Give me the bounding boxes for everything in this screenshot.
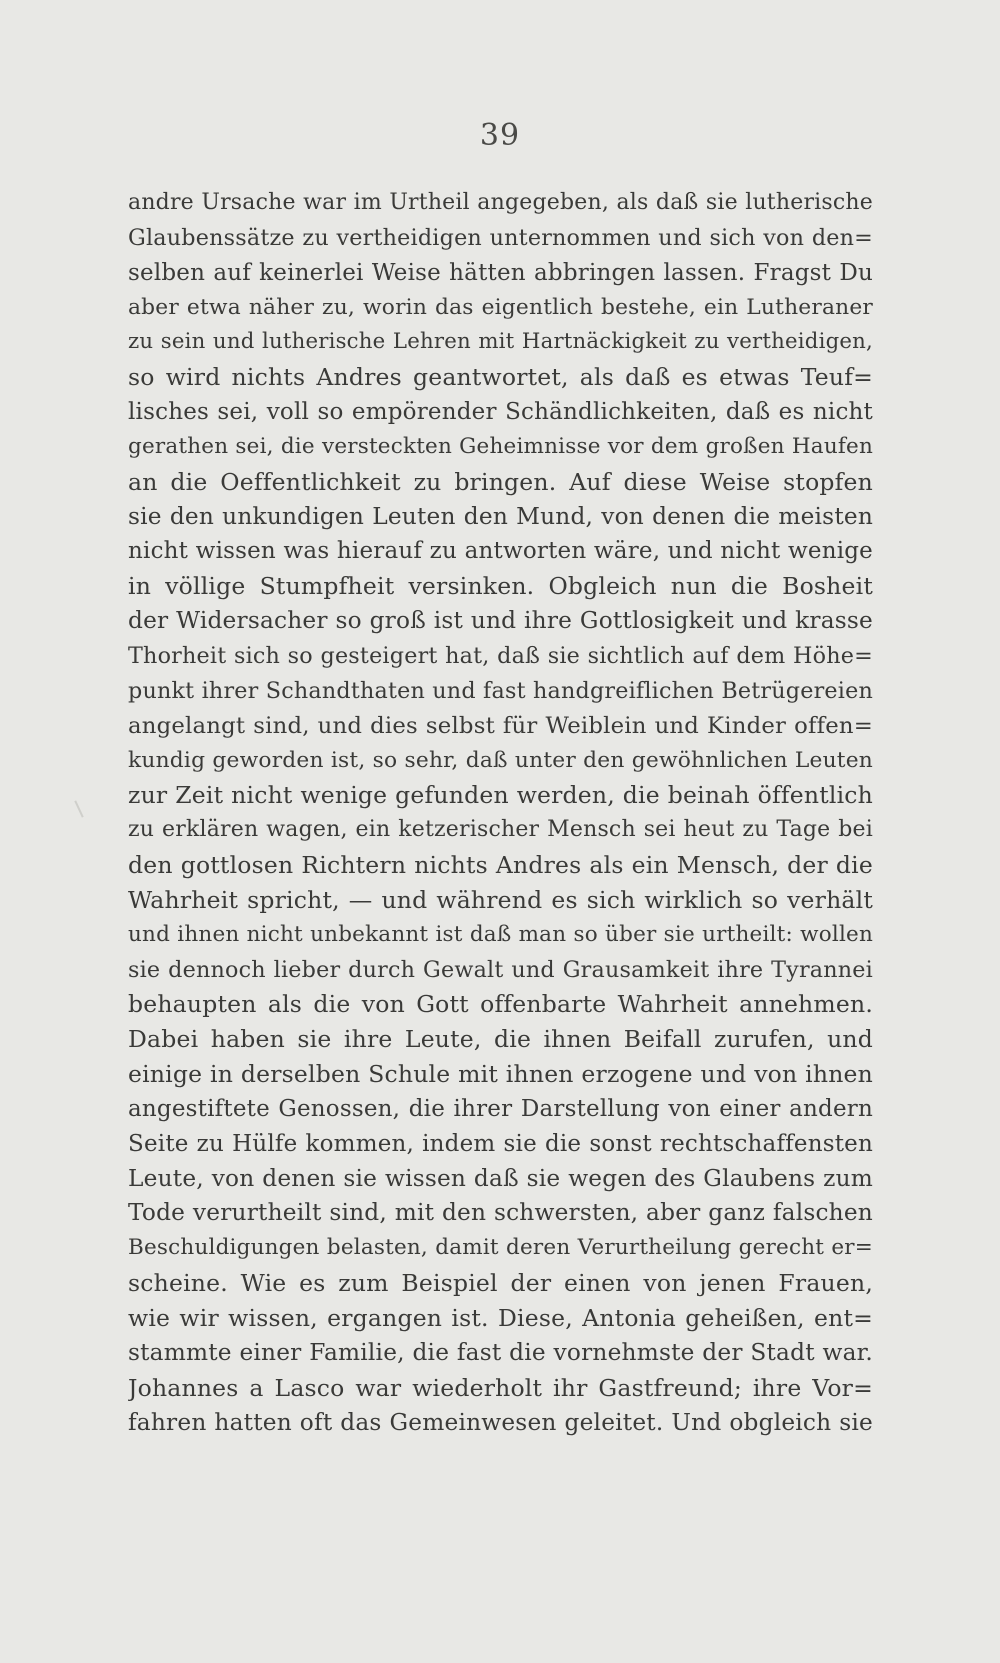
paper-speck — [74, 800, 83, 817]
page-number: 39 — [479, 118, 521, 153]
text-line: Tode verurtheilt sind, mit den schwersten, aber ganz falschen — [128, 1199, 873, 1227]
text-line: Beschuldigungen belasten, damit deren Verurtheilung gerecht er= — [128, 1235, 873, 1261]
text-line: so wird nichts Andres geantwortet, als daß es etwas Teuf= — [128, 363, 873, 392]
text-line: Johannes a Lasco war wiederholt ihr Gastfreund; ihre Vor= — [128, 1373, 873, 1402]
text-line: punkt ihrer Schandthaten und fast handgreiflichen Betrügereien — [128, 677, 873, 704]
text-line: sie dennoch lieber durch Gewalt und Grausamkeit ihre Tyrannei — [128, 956, 873, 983]
text-line: aber etwa näher zu, worin das eigentlich bestehe, ein Lutheraner — [128, 294, 873, 320]
text-line: Wahrheit spricht, — und während es sich wirklich so verhält — [128, 885, 873, 914]
text-line: Thorheit sich so gesteigert hat, daß sie sichtlich auf dem Höhe= — [128, 642, 873, 669]
text-line: nicht wissen was hierauf zu antworten wäre, und nicht wenige — [128, 538, 873, 565]
text-line: zu sein und lutherische Lehren mit Hartnäckigkeit zu vertheidigen, — [128, 329, 873, 355]
text-line: stammte einer Familie, die fast die vornehmste der Stadt war. — [128, 1338, 873, 1366]
text-line: an die Oeffentlichkeit zu bringen. Auf diese Weise stopfen — [128, 467, 873, 496]
text-line: selben auf keinerlei Weise hätten abbringen lassen. Fragst Du — [128, 259, 873, 286]
text-line: angestiftete Genossen, die ihrer Darstellung von einer andern — [128, 1095, 873, 1122]
text-line: wie wir wissen, ergangen ist. Diese, Antonia geheißen, ent= — [128, 1304, 873, 1332]
text-line: den gottlosen Richtern nichts Andres als ein Mensch, der die — [128, 851, 873, 880]
text-line: andre Ursache war im Urtheil angegeben, als daß sie lutherische — [128, 190, 873, 215]
text-line: zu erklären wagen, ein ketzerischer Mensch sei heut zu Tage bei — [128, 817, 873, 843]
text-line: Leute, von denen sie wissen daß sie wegen des Glaubens zum — [128, 1164, 873, 1192]
text-line: Glaubenssätze zu vertheidigen unternommen und sich von den= — [128, 224, 873, 251]
text-line: und ihnen nicht unbekannt ist daß man so über sie urtheilt: wollen — [128, 921, 873, 947]
text-line: behaupten als die von Gott offenbarte Wahrheit annehmen. — [128, 990, 873, 1019]
body-text — [128, 186, 873, 1440]
text-line: Seite zu Hülfe kommen, indem sie die sonst rechtschaffensten — [128, 1130, 873, 1157]
text-line: kundig geworden ist, so sehr, daß unter den gewöhnlichen Leuten — [128, 747, 873, 773]
text-line: in völlige Stumpfheit versinken. Obgleich nun die Bosheit — [128, 572, 873, 601]
text-line: scheine. Wie es zum Beispiel der einen von jenen Frauen, — [128, 1269, 873, 1298]
text-line: der Widersacher so groß ist und ihre Gottlosigkeit und krasse — [128, 607, 873, 635]
text-line: gerathen sei, die versteckten Geheimnisse vor dem großen Haufen — [128, 433, 873, 459]
text-line: fahren hatten oft das Gemeinwesen geleitet. Und obgleich sie — [128, 1408, 873, 1436]
text-line: Dabei haben sie ihre Leute, die ihnen Beifall zurufen, und — [128, 1025, 873, 1054]
text-line: lisches sei, voll so empörender Schändlichkeiten, daß es nicht — [128, 399, 873, 426]
text-line: einige in derselben Schule mit ihnen erzogene und von ihnen — [128, 1060, 873, 1089]
text-line: sie den unkundigen Leuten den Mund, von denen die meisten — [128, 502, 873, 530]
text-line: zur Zeit nicht wenige gefunden werden, die beinah öffentlich — [128, 781, 873, 810]
text-line: angelangt sind, und dies selbst für Weiblein und Kinder offen= — [128, 712, 873, 739]
